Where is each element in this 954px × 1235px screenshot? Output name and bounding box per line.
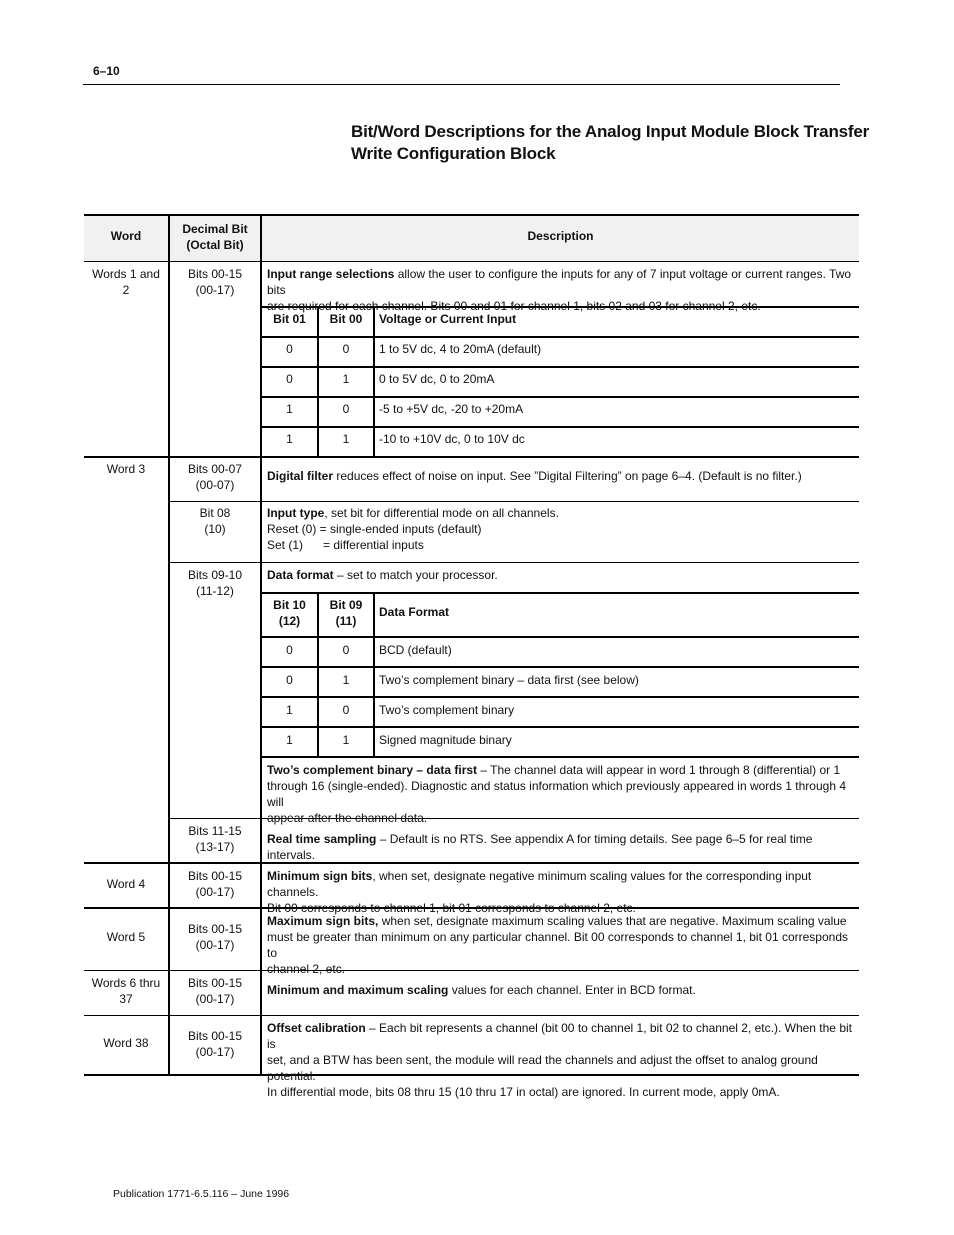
header-bit xyxy=(170,221,260,253)
bits-cell-rts xyxy=(170,823,260,855)
range-cell: 0 xyxy=(286,372,293,386)
desc-rest: – Each bit represents a channel (bit 00 to channel 1, bit 02 to channel 2, etc.). When the bit is xyxy=(267,1021,852,1051)
format-cell: Two’s complement binary xyxy=(379,703,515,717)
desc-bold: Two’s complement binary – data first xyxy=(267,763,478,777)
range-col-rule-2 xyxy=(373,307,375,457)
format-table-top xyxy=(262,592,859,594)
range-header-input: Voltage or Current Input xyxy=(379,312,517,326)
desc-min-max-scaling xyxy=(267,982,857,998)
bits-cell-1-2 xyxy=(170,266,260,298)
bits-line2: (13-17) xyxy=(195,840,235,854)
range-cell: 1 xyxy=(286,402,293,416)
word-cell-38: Word 38 xyxy=(103,1036,149,1050)
page-title xyxy=(351,121,871,165)
desc-rest: – The channel data will appear in word 1 through 8 (differential) or 1 xyxy=(477,763,841,777)
page-number: 6–10 xyxy=(93,64,120,78)
word-line1: Words 1 and xyxy=(92,267,160,281)
format-cell: Two’s complement binary – data first (see below) xyxy=(379,673,639,687)
format-rule-2 xyxy=(262,666,859,668)
range-cell: 0 to 5V dc, 0 to 20mA xyxy=(379,372,495,386)
title-line-1: Bit/Word Descriptions for the Analog Input Module Block Transfer xyxy=(351,122,870,141)
bits-cell-filter xyxy=(170,461,260,493)
desc-rest: , set bit for differential mode on all channels. xyxy=(324,506,559,520)
range-header-bit00: Bit 00 xyxy=(329,312,363,326)
bits-line2: (00-07) xyxy=(195,478,235,492)
format-cell: 0 xyxy=(342,643,350,657)
desc-offset-calibration xyxy=(267,1020,857,1100)
word-cell-6-37 xyxy=(84,975,168,1007)
format-cell: 0 xyxy=(286,643,293,657)
desc-line2: set, and a BTW has been sent, the module will read the channels and adjust the offset to analog ground potential. xyxy=(267,1053,818,1083)
desc-line2: must be greater than minimum on any particular channel. Bit 00 corresponds to channel 1, bit 01 corresponds to xyxy=(267,930,848,960)
desc-bold: Input range selections xyxy=(267,267,395,281)
rule-bits0910 xyxy=(169,562,859,563)
format-cell: 1 xyxy=(342,673,350,687)
range-cell: 1 xyxy=(342,432,350,446)
bits-line2: (10) xyxy=(204,522,226,536)
bits-line2: (00-17) xyxy=(195,283,235,297)
format-cell: 0 xyxy=(286,673,293,687)
table-top-rule xyxy=(84,214,859,216)
desc-bold: Real time sampling xyxy=(267,832,377,846)
desc-bold: Digital filter xyxy=(267,469,334,483)
format-cell: 1 xyxy=(286,703,293,717)
bits-cell-input-type xyxy=(170,505,260,537)
range-header-bit01: Bit 01 xyxy=(273,312,306,326)
desc-rest: – Default is no RTS. See appendix A for timing details. See page 6–5 for real time intervals. xyxy=(267,832,813,862)
bits-line2: (00-17) xyxy=(195,885,235,899)
format-cell: BCD (default) xyxy=(379,643,452,657)
word-line2: 37 xyxy=(119,992,133,1006)
header-bit-line1: Decimal Bit xyxy=(182,222,248,236)
desc-data-format xyxy=(267,567,857,583)
format-cell: 0 xyxy=(342,703,350,717)
desc-bold: Maximum sign bits, xyxy=(267,914,379,928)
desc-line3: Set (1) = differential inputs xyxy=(267,538,424,552)
format-header-line2: (12) xyxy=(278,614,301,628)
word-line1: Words 6 thru xyxy=(91,976,161,990)
range-cell: 0 xyxy=(342,342,350,356)
format-cell: Signed magnitude binary xyxy=(379,733,512,747)
format-header-bit10 xyxy=(262,597,317,629)
bits-line1: Bit 08 xyxy=(199,506,231,520)
word-cell-3: Word 3 xyxy=(106,462,146,476)
title-line-2: Write Configuration Block xyxy=(351,144,556,163)
desc-input-type xyxy=(267,505,857,553)
desc-rest: – set to match your processor. xyxy=(333,568,498,582)
format-header-line1: Bit 10 xyxy=(273,598,306,612)
range-cell: 0 xyxy=(286,342,293,356)
bits-line2: (00-17) xyxy=(195,1045,235,1059)
word-cell-5: Word 5 xyxy=(106,930,146,944)
desc-bold: Input type xyxy=(267,506,325,520)
desc-bold: Offset calibration xyxy=(267,1021,366,1035)
bits-cell-5 xyxy=(170,921,260,953)
format-col-rule-2 xyxy=(373,593,375,757)
desc-line2: are required for each channel. Bits 00 and 01 for channel 1, bits 02 and 03 for channel 2, etc. xyxy=(267,299,761,313)
publication-footer: Publication 1771-6.5.116 – June 1996 xyxy=(113,1188,290,1200)
format-cell: 1 xyxy=(286,733,293,747)
desc-line2: Reset (0) = single-ended inputs (default) xyxy=(267,522,482,536)
range-cell: 1 xyxy=(342,372,350,386)
word-cell-1-2 xyxy=(84,266,168,298)
rule-word38 xyxy=(84,1015,859,1016)
bits-line1: Bits 00-15 xyxy=(187,976,243,990)
format-rule-3 xyxy=(262,696,859,698)
desc-minimum-sign-bits xyxy=(267,868,857,916)
range-cell: 0 xyxy=(342,402,350,416)
desc-rest: values for each channel. Enter in BCD format. xyxy=(448,983,696,997)
rule-bit08 xyxy=(169,501,859,502)
desc-bold: Data format xyxy=(267,568,334,582)
desc-twos-complement xyxy=(267,762,857,826)
desc-real-time-sampling xyxy=(267,831,857,863)
header-rule xyxy=(83,84,840,85)
desc-rest: , when set, designate negative minimum scaling values for the corresponding input channels. xyxy=(267,869,812,899)
format-header-line2: (11) xyxy=(335,614,357,628)
format-rule-1 xyxy=(262,636,859,638)
header-bottom-rule xyxy=(84,261,859,262)
bits-line2: (00-17) xyxy=(195,938,235,952)
format-table-bottom xyxy=(262,756,859,758)
bits-line2: (00-17) xyxy=(195,992,235,1006)
bits-line1: Bits 00-15 xyxy=(187,267,243,281)
desc-bold: Minimum sign bits xyxy=(267,869,373,883)
range-cell: 1 to 5V dc, 4 to 20mA (default) xyxy=(379,342,542,356)
range-cell: 1 xyxy=(286,432,293,446)
desc-rest: reduces effect of noise on input. See ”Digital Filtering” on page 6–4. (Default is no filter.) xyxy=(333,469,802,483)
desc-line2: Bit 00 corresponds to channel 1, bit 01 corresponds to channel 2, etc. xyxy=(267,901,636,915)
range-rule-1 xyxy=(262,336,859,338)
desc-bold: Minimum and maximum scaling xyxy=(267,983,449,997)
word-line2: 2 xyxy=(122,283,130,297)
desc-input-range xyxy=(267,266,857,314)
format-rule-4 xyxy=(262,726,859,728)
bits-line1: Bits 00-15 xyxy=(187,922,243,936)
desc-line3: In differential mode, bits 08 thru 15 (10 thru 17 in octal) are ignored. In current mode, apply 0mA. xyxy=(267,1085,780,1099)
range-cell: -10 to +10V dc, 0 to 10V dc xyxy=(379,432,525,446)
bits-cell-6-37 xyxy=(170,975,260,1007)
range-rule-3 xyxy=(262,396,859,398)
desc-line2: through 16 (single-ended). Diagnostic and status information which previously appeared in words 1 through 4 will xyxy=(267,779,847,809)
bits-cell-38 xyxy=(170,1028,260,1060)
desc-maximum-sign-bits xyxy=(267,913,857,977)
rule-word3 xyxy=(84,456,859,458)
word-cell-4: Word 4 xyxy=(106,877,146,891)
bits-line1: Bits 00-15 xyxy=(187,1029,243,1043)
bits-line1: Bits 09-10 xyxy=(187,568,243,582)
range-cell: -5 to +5V dc, -20 to +20mA xyxy=(379,402,524,416)
bits-cell-data-format xyxy=(170,567,260,599)
range-rule-2 xyxy=(262,366,859,368)
bits-cell-4 xyxy=(170,868,260,900)
desc-line3: channel 2, etc. xyxy=(267,962,346,976)
format-header-line1: Bit 09 xyxy=(329,598,363,612)
header-description: Description xyxy=(527,229,594,243)
header-bit-line2: (Octal Bit) xyxy=(186,238,244,252)
desc-rest: allow the user to configure the inputs for any of 7 input voltage or current ranges. Two bits xyxy=(267,267,852,297)
header-word: Word xyxy=(110,229,142,243)
bits-line1: Bits 11-15 xyxy=(188,824,242,838)
format-cell: 1 xyxy=(342,733,350,747)
range-rule-4 xyxy=(262,426,859,428)
desc-digital-filter xyxy=(267,468,857,484)
bits-line1: Bits 00-07 xyxy=(187,462,243,476)
bits-line2: (11-12) xyxy=(196,584,234,598)
desc-rest: when set, designate maximum scaling values that are negative. Maximum scaling value xyxy=(378,914,847,928)
desc-line3: appear after the channel data. xyxy=(267,811,428,825)
format-header-bit09 xyxy=(319,597,373,629)
bits-line1: Bits 00-15 xyxy=(187,869,243,883)
format-header-data-format: Data Format xyxy=(379,605,450,619)
